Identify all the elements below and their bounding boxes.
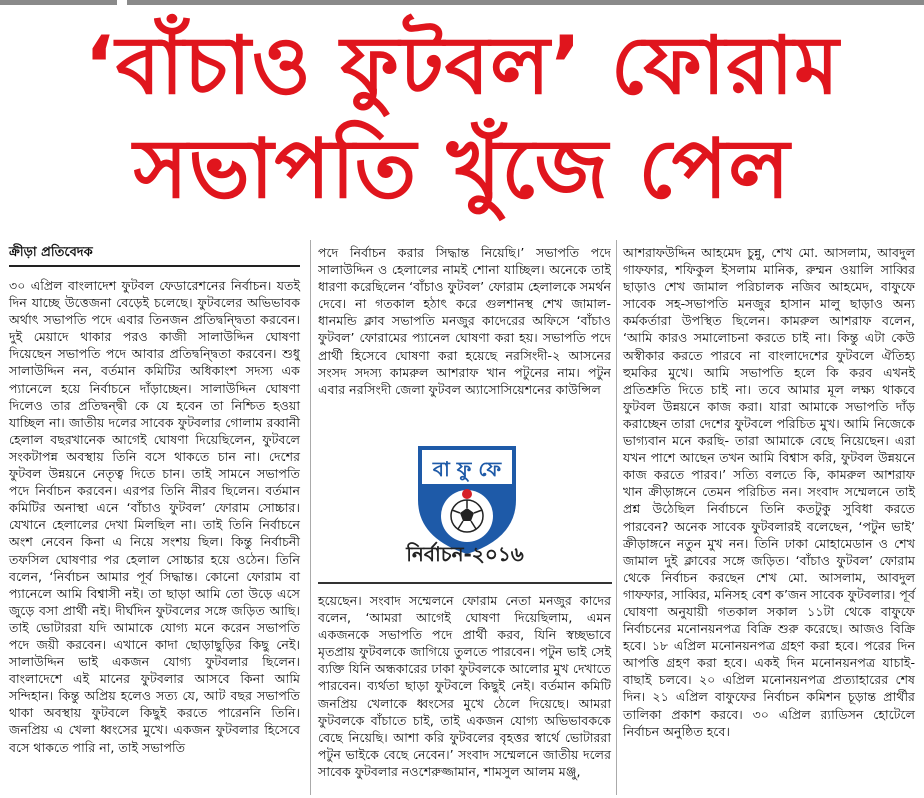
caption-rule (318, 582, 612, 584)
column-3-text: আশরাফউদ্দিন আহমেদ চুন্নু, শেখ মো. আসলাম, আবদুল গাফফার, শফিকুল ইসলাম মানিক, রুম্মন ওয়ালি সাব্বির ছাড়াও শেখ জামাল পরিচালক নজিব আহমেদ, বাফুফে সাবেক সহ-সভাপতি মনজুর হাসান মালু ছাড়াও অন্য কর্মকর্তারা উপস্থিত ছিলেন। কামরুল আশরাফ বলেন, ‘আমি কারও সমালোচনা করতে চাই না। কিন্তু এটা কেউ অস্বীকার করতে পারবে না বাংলাদেশের ফুটবলে ঐতিহ্য হুমকির মুখে। আমি সভাপতি হলে কি করব এখনই প্রতিশ্রুতি দিতে চাই না। তবে আমার মূল লক্ষ্য থাকবে ফুটবল উন্নয়নে কাজ করা। যারা আমাকে সভাপতি দাঁড় করাচ্ছেন তারা দেশের ফুটবলে পরিচিত মুখ। আমি নিজেকে ভাগ্যবান মনে করছি- তারা আমাকে বেছে নিয়েছেন। এরা যখন পাশে আছেন তখন আমি বিশ্বাস করি, ফুটবল উন্নয়নে কাজ করতে পারব।’ সত্যি বলতে কি, কামরুল আশরাফ খান ক্রীড়াঙ্গনে তেমন পরিচিত নন। সংবাদ সম্মেলনে তাই প্রশ্ন উঠেছিল নির্বাচনে তিনি কতটুকু সুবিধা করতে পারবেন? অনেক সাবেক ফুটবলারই বলেছেন, ‘পটুন ভাই’ ক্রীড়াঙ্গনে নতুন মুখ নন। তিনি ঢাকা মোহামেডান ও শেখ জামাল দুই ক্লাবের সঙ্গে জড়িত। ‘বাঁচাও ফুটবল’ ফোরাম থেকে নির্বাচন করছেন শেখ মো. আসলাম, আবদুল গাফফার, সাব্বির, মনিসহ বেশ ক’জন সাবেক ফুটবলার। পূর্ব ঘোষণা অনুযায়ী গতকাল সকাল ১১টা থেকে বাফুফে নির্বাচনের মনোনয়নপত্র বিক্রি শুরু করেছে। আজও বিক্রি হবে। ১৮ এপ্রিল মনোনয়নপত্র গ্রহণ করা হবে। পরের দিন আপত্তি গ্রহণ করা হবে। একই দিন মনোনয়নপত্র যাচাই-বাছাই চলবে। ২০ এপ্রিল মনোনয়নপত্র প্রত্যাহারের শেষ দিন। ২১ এপ্রিল বাফুফের নির্বাচন কমিশন চূড়ান্ত প্রার্থীর তালিকা প্রকাশ করবে। ৩০ এপ্রিল র‌্যাডিসন হোটেলে নির্বাচন অনুষ্ঠিত হবে। (623, 245, 915, 739)
column-2-bottom-text: হয়েছেন। সংবাদ সম্মেলনে ফোরাম নেতা মনজুর কাদের বলেন, ‘আমরা আগেই ঘোষণা দিয়েছিলাম, এমন একজনকে সভাপতি পদে প্রার্থী করব, যিনি স্বচ্ছভাবে মৃতপ্রায় ফুটবলকে জাগিয়ে তুলতে পারবেন। পটুন ভাই সেই ব্যক্তি যিনি অন্ধকারের ঢাকা ফুটবলকে আলোর মুখ দেখাতে পারবেন। ব্যর্থতা ছাড়া ফুটবলে কিছুই নেই। বর্তমান কমিটি জনপ্রিয় খেলাকে ধ্বংসের মুখে ঠেলে দিয়েছে। আমরা ফুটবলকে বাঁচাতে চাই, তাই একজন যোগ্য অভিভাবককে বেছে নিয়েছি। আশা করি ফুটবলের বৃহত্তর স্বার্থে ভোটাররা পটুন ভাইকে বেছে নেবেন।’ সংবাদ সম্মেলনে জাতীয় দলের সাবেক ফুটবলার নওশেরুজ্জামান, শামসুল আলম মঞ্জু, (318, 593, 611, 779)
article-column-2-top (318, 244, 611, 422)
column-divider-1 (310, 240, 311, 795)
column-divider-2 (616, 240, 617, 795)
headline (0, 14, 924, 222)
article-column-3 (623, 244, 915, 740)
bff-logo-letters: বা ফু ফে (432, 457, 502, 481)
top-rule (0, 0, 924, 5)
article-column-2-bottom (318, 592, 611, 780)
section-caption: নির্বাচন-২০১৬ (406, 542, 524, 566)
headline-line-2: সভাপতি খুঁজে পেল (133, 122, 791, 217)
headline-line-1: ‘বাঁচাও ফুটবল’ ফোরাম (84, 19, 840, 112)
column-1-text: ৩০ এপ্রিল বাংলাদেশ ফুটবল ফেডারেশনের নির্বাচন। যতই দিন যাচ্ছে উত্তেজনা বেড়েই চলেছে। ফুটবলের অভিভাবক অর্থাৎ সভাপতি পদে এবার তিনজন প্রতিদ্বন্দ্বিতা করবেন। দুই মেয়াদে থাকার পরও কাজী সালাউদ্দিন ঘোষণা দিয়েছেন সভাপতি পদে আবার প্রতিদ্বন্দ্বিতা করবেন। শুধু সালাউদ্দিন নন, বর্তমান কমিটির অধিকাংশ সদস্য এক প্যানেলে হয়ে নির্বাচনে দাঁড়াচ্ছেন। সালাউদ্দিন ঘোষণা দিলেও তার প্রতিদ্বন্দ্বী কে যে হবেন তা নিশ্চিত হওয়া যাচ্ছিল না। জাতীয় দলের সাবেক ফুটবলার গোলাম রব্বানী হেলাল বছরখানেক আগেই ঘোষণা দিয়েছিলেন, ফুটবলে সংকটাপন্ন অবস্থায় তিনি বসে থাকতে চান না। দেশের ফুটবল উন্নয়নে নেতৃত্ব দিতে চান। তাই সামনে সভাপতি পদে নির্বাচন করবেন। এরপর তিনি নীরব ছিলেন। বর্তমান কমিটির অনাস্থা এনে ‘বাঁচাও ফুটবল’ ফোরাম সোচ্চার। যেখানে হেলালের দেখা মিলছিল না। তাই তিনি নির্বাচনে অংশ নেবেন কিনা এ নিয়ে সংশয় ছিল। কিন্তু নির্বাচনী তফসিল ঘোষণার পর হেলাল সোচ্চার হয়ে ওঠেন। তিনি বলেন, ‘নির্বাচন আমার পূর্ব সিদ্ধান্ত। কোনো ফোরাম বা প্যানেলে আমি বিশ্বাসী নই। তা ছাড়া আমি তো উড়ে এসে জুড়ে বসা প্রার্থী নই। দীর্ঘদিন ফুটবলের সঙ্গে জড়িত আছি। তাই ভোটাররা যদি আমাকে যোগ্য মনে করেন সভাপতি পদে জয়ী করবেন। এখানে কাদা ছোড়াছুড়ির কিছু নেই। সালাউদ্দিন ভাই একজন যোগ্য ফুটবলার ছিলেন। বাংলাদেশে এই মানের ফুটবলার আসবে কিনা আমি সন্দিহান। কিন্তু অপ্রিয় হলেও সত্য যে, আট বছর সভাপতি থাকা অবস্থায় ফুটবলে কিছুই করতে পারেননি তিনি। জনপ্রিয় এ খেলা ধ্বংসের মুখে। একজন ফুটবলার হিসেবে বসে থাকতে পারি না, তাই সভাপতি (9, 278, 300, 755)
column-2-top-text: পদে নির্বাচন করার সিদ্ধান্ত নিয়েছি।’ সভাপতি পদে সালাউদ্দিন ও হেলালের নামই শোনা যাচ্ছিল। অনেকে তাই ধারণা করেছিলেন ‘বাঁচাও ফুটবল’ ফোরাম হেলালকে সমর্থন দেবে। না গতকাল হঠাৎ করে গুলশানস্থ শেখ জামাল-ধানমন্ডি ক্লাব সভাপতি মনজুর কাদেরের অফিসে ‘বাঁচাও ফুটবল’ ফোরামের প্যানেল ঘোষণা করা হয়। সভাপতি পদে প্রার্থী হিসেবে ঘোষণা করা হয়েছে নরসিংদী-২ আসনের সংসদ সদস্য কামরুল আশরাফ খান পটুনের নাম। পটুন এবার নরসিংদী জেলা ফুটবল অ্যাসোসিয়েশনের কাউন্সিল (318, 245, 611, 397)
byline: ক্রীড়া প্রতিবেদক (9, 244, 300, 267)
article-column-1 (9, 244, 300, 756)
